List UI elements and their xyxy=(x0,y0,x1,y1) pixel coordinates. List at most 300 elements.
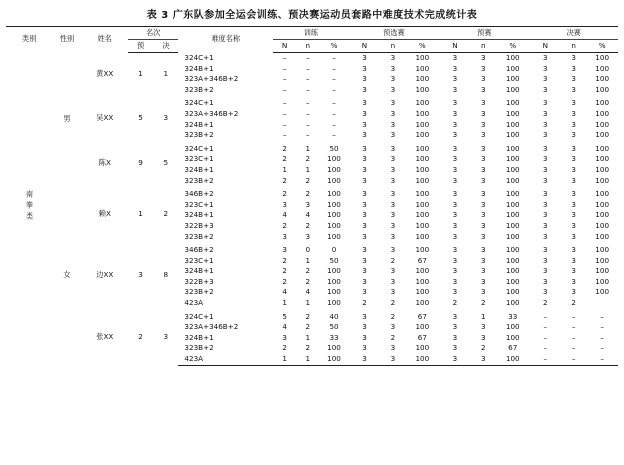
data-cell: 3 xyxy=(543,245,548,255)
data-cell: 1 xyxy=(305,255,311,265)
data-cell: 100 xyxy=(415,98,430,108)
data-cell: 3 xyxy=(481,287,486,297)
data-cell: 3 xyxy=(362,332,367,342)
data-cell: 3 xyxy=(362,343,367,353)
data-cell: 3 xyxy=(543,287,548,297)
data-cell: 100 xyxy=(415,210,430,220)
data-cell: 50 xyxy=(329,255,339,265)
header-n: n xyxy=(471,40,496,53)
data-cell: 100 xyxy=(505,276,520,286)
header-n: n xyxy=(380,40,405,53)
data-cell: 3 xyxy=(282,245,287,255)
header-category: 类别 xyxy=(6,27,52,53)
header-N: N xyxy=(439,40,471,53)
data-cell: 0 xyxy=(305,245,311,255)
data-cell: 3 xyxy=(362,231,367,241)
data-cell: 100 xyxy=(505,154,520,164)
technique-cell: 423A xyxy=(178,354,273,365)
data-cell: 3 xyxy=(362,175,367,185)
data-cell: 3 xyxy=(362,255,367,265)
technique-cell: 323B+2 xyxy=(184,84,214,94)
data-cell: 3 xyxy=(452,164,458,174)
data-cell: 67 xyxy=(417,311,427,321)
header-rank-pre: 预 xyxy=(128,40,153,53)
data-cell: 3 xyxy=(390,130,396,140)
technique-cell: 323C+1 xyxy=(184,255,214,265)
data-cell: 3 xyxy=(543,53,548,62)
stats-table xyxy=(6,26,618,366)
header-final: 决赛 xyxy=(530,27,618,40)
data-cell: 3 xyxy=(390,210,396,220)
data-cell: 2 xyxy=(282,189,287,199)
data-cell: 4 xyxy=(305,287,311,297)
data-cell: 100 xyxy=(505,255,520,265)
data-cell: 100 xyxy=(595,189,610,199)
athlete-name: 张XX xyxy=(96,331,114,341)
data-cell: 100 xyxy=(505,108,520,118)
data-cell: – xyxy=(332,108,336,118)
data-cell: 100 xyxy=(415,119,430,129)
data-cell: 100 xyxy=(505,84,520,94)
data-cell: 3 xyxy=(571,164,576,174)
data-cell: 3 xyxy=(452,276,458,286)
data-cell: 3 xyxy=(481,266,486,276)
rank-final: 8 xyxy=(163,270,169,280)
data-cell: 100 xyxy=(327,154,341,164)
data-cell: – xyxy=(332,84,336,94)
data-cell: 100 xyxy=(505,63,520,73)
data-cell: 3 xyxy=(452,74,458,84)
data-cell: 100 xyxy=(595,53,610,62)
data-cell: 3 xyxy=(390,84,396,94)
athlete-name: 赖X xyxy=(98,208,111,218)
data-cell: 100 xyxy=(415,287,430,297)
data-cell: 3 xyxy=(362,143,367,153)
data-cell: 3 xyxy=(439,354,471,365)
data-cell: 2 xyxy=(390,298,396,308)
data-cell: 3 xyxy=(571,199,576,209)
technique-cell: 323A+346B+2 xyxy=(184,74,239,84)
data-cell: – xyxy=(543,311,548,321)
data-cell: 3 xyxy=(571,276,576,286)
data-cell: 3 xyxy=(390,322,396,332)
data-cell: 100 xyxy=(415,154,430,164)
data-cell: 3 xyxy=(481,276,486,286)
data-cell: 3 xyxy=(481,130,486,140)
data-cell: 100 xyxy=(415,130,430,140)
data-cell: 100 xyxy=(415,199,430,209)
data-cell: 3 xyxy=(362,287,367,297)
data-cell: 3 xyxy=(571,255,576,265)
data-cell: – xyxy=(305,74,310,84)
data-cell: 3 xyxy=(543,266,548,276)
data-cell: 1 xyxy=(305,164,311,174)
data-cell: 2 xyxy=(282,255,287,265)
data-cell: 3 xyxy=(571,189,576,199)
data-cell: 100 xyxy=(505,130,520,140)
data-cell: 100 xyxy=(595,175,610,185)
data-cell: – xyxy=(332,119,336,129)
data-cell: – xyxy=(571,332,576,342)
data-cell: 3 xyxy=(362,189,367,199)
data-cell: – xyxy=(600,343,604,353)
data-cell: 3 xyxy=(362,63,367,73)
header-technique: 难度名称 xyxy=(178,27,273,53)
data-cell: 2 xyxy=(282,220,287,230)
data-cell: 3 xyxy=(571,74,576,84)
data-cell: 100 xyxy=(415,220,430,230)
data-cell: – xyxy=(282,98,287,108)
data-cell: – xyxy=(332,63,336,73)
data-cell: 100 xyxy=(595,220,610,230)
data-cell: 3 xyxy=(543,154,548,164)
header-n: n xyxy=(296,40,319,53)
data-cell: 0 xyxy=(331,245,337,255)
data-cell: 100 xyxy=(505,332,520,342)
data-cell: 100 xyxy=(595,287,610,297)
data-cell: 3 xyxy=(380,354,405,365)
data-cell: – xyxy=(543,332,548,342)
data-cell: 3 xyxy=(362,220,367,230)
technique-cell: 324B+1 xyxy=(184,332,214,342)
data-cell: 3 xyxy=(452,130,458,140)
data-cell: 100 xyxy=(505,287,520,297)
rank-final: 5 xyxy=(163,158,169,168)
data-cell: 3 xyxy=(390,98,396,108)
data-cell: 3 xyxy=(543,220,548,230)
data-cell: 3 xyxy=(481,199,486,209)
data-cell: 100 xyxy=(415,276,430,286)
data-cell: 3 xyxy=(571,119,576,129)
data-cell: 100 xyxy=(505,199,520,209)
data-cell: 3 xyxy=(543,276,548,286)
data-cell: 2 xyxy=(452,298,458,308)
data-cell: 3 xyxy=(362,266,367,276)
technique-cell: 423A xyxy=(184,298,204,308)
data-cell: 100 xyxy=(415,189,430,199)
data-cell: 100 xyxy=(327,231,341,241)
header-rank-final: 决 xyxy=(153,40,178,53)
data-cell: 3 xyxy=(282,231,287,241)
data-cell: 2 xyxy=(282,154,287,164)
table-row xyxy=(6,53,618,64)
data-cell: 100 xyxy=(415,245,430,255)
data-cell: 3 xyxy=(571,266,576,276)
table-row xyxy=(6,242,618,256)
technique-cell: 324B+1 xyxy=(184,266,214,276)
athlete-name: 黄XX xyxy=(96,68,114,78)
data-cell: 3 xyxy=(362,164,367,174)
data-cell: 3 xyxy=(543,84,548,94)
data-cell: 3 xyxy=(452,231,458,241)
data-cell: 3 xyxy=(452,255,458,265)
data-cell: 4 xyxy=(282,287,287,297)
data-cell: 3 xyxy=(362,98,367,108)
data-cell: – xyxy=(305,98,310,108)
data-cell: 100 xyxy=(595,164,610,174)
data-cell: 3 xyxy=(571,210,576,220)
data-cell: 3 xyxy=(571,220,576,230)
rank-pre: 1 xyxy=(138,208,143,218)
data-cell: 3 xyxy=(390,175,396,185)
data-cell: 40 xyxy=(329,311,339,321)
data-cell: 100 xyxy=(505,298,520,308)
technique-cell: 323A+346B+2 xyxy=(184,322,239,332)
header-pct: % xyxy=(319,40,348,53)
header-gender: 性别 xyxy=(52,27,81,53)
data-cell: 100 xyxy=(595,245,610,255)
data-cell: 100 xyxy=(595,98,610,108)
data-cell: 3 xyxy=(481,98,486,108)
table-row xyxy=(6,141,618,155)
data-cell: 3 xyxy=(481,53,486,62)
data-cell: 33 xyxy=(508,311,518,321)
data-cell: 3 xyxy=(390,343,396,353)
data-cell: 100 xyxy=(505,266,520,276)
data-cell: 3 xyxy=(481,143,486,153)
data-cell: 3 xyxy=(571,287,576,297)
header-preselection: 预选赛 xyxy=(349,27,439,40)
data-cell: 3 xyxy=(543,130,548,140)
data-cell: 3 xyxy=(481,164,486,174)
data-cell: 100 xyxy=(595,276,610,286)
data-cell: 33 xyxy=(329,332,339,342)
header-N: N xyxy=(530,40,562,53)
data-cell: 100 xyxy=(505,175,520,185)
header-pct: % xyxy=(406,40,440,53)
data-cell: 100 xyxy=(415,266,430,276)
data-cell: – xyxy=(305,108,310,118)
header-name: 姓名 xyxy=(82,27,128,53)
data-cell: – xyxy=(571,343,576,353)
technique-cell: 323B+2 xyxy=(184,231,214,241)
data-cell: 100 xyxy=(505,322,520,332)
data-cell xyxy=(586,298,618,309)
data-cell: 4 xyxy=(305,210,311,220)
data-cell: 50 xyxy=(329,143,339,153)
technique-cell: 323B+2 xyxy=(184,130,214,140)
data-cell: 3 xyxy=(452,210,458,220)
technique-cell: 323B+2 xyxy=(184,343,214,353)
data-cell: 3 xyxy=(543,108,548,118)
data-cell: – xyxy=(571,322,576,332)
technique-cell: 323C+1 xyxy=(184,199,214,209)
technique-cell: 324C+1 xyxy=(184,143,214,153)
data-cell: 3 xyxy=(362,84,367,94)
data-cell: 100 xyxy=(327,210,341,220)
data-cell: 3 xyxy=(282,199,287,209)
data-cell: 1 xyxy=(282,164,287,174)
data-cell: 100 xyxy=(595,63,610,73)
data-cell: 1 xyxy=(282,298,287,308)
data-cell: 67 xyxy=(417,255,427,265)
data-cell: 2 xyxy=(362,298,367,308)
data-cell: 4 xyxy=(282,210,287,220)
header-training: 训练 xyxy=(273,27,349,40)
data-cell: 3 xyxy=(390,245,396,255)
technique-cell: 324C+1 xyxy=(184,98,214,108)
technique-cell: 324B+1 xyxy=(184,63,214,73)
data-cell: – xyxy=(282,74,287,84)
data-cell: 3 xyxy=(543,210,548,220)
data-cell: 2 xyxy=(305,175,311,185)
data-cell: 100 xyxy=(327,164,341,174)
data-cell: 100 xyxy=(505,143,520,153)
data-cell: 1 xyxy=(305,298,311,308)
data-cell: 3 xyxy=(543,231,548,241)
data-cell: 3 xyxy=(362,322,367,332)
data-cell: 100 xyxy=(505,119,520,129)
data-cell: 100 xyxy=(505,164,520,174)
data-cell: 3 xyxy=(481,210,486,220)
data-cell: 3 xyxy=(452,108,458,118)
data-cell: 2 xyxy=(305,266,311,276)
data-cell: 3 xyxy=(362,53,367,62)
data-cell: 2 xyxy=(481,298,486,308)
data-cell: 3 xyxy=(543,98,548,108)
data-cell: – xyxy=(586,354,618,365)
data-cell: 3 xyxy=(571,143,576,153)
athlete-name: 吴XX xyxy=(96,112,114,122)
data-cell: 100 xyxy=(595,130,610,140)
data-cell: 100 xyxy=(319,354,348,365)
data-cell: 3 xyxy=(543,63,548,73)
data-cell: 3 xyxy=(390,231,396,241)
rank-pre: 2 xyxy=(138,331,143,341)
data-cell: 3 xyxy=(390,108,396,118)
category-cell xyxy=(6,53,52,366)
data-cell: 3 xyxy=(452,63,458,73)
data-cell: 100 xyxy=(505,74,520,84)
data-cell: 67 xyxy=(508,343,518,353)
data-cell: 3 xyxy=(282,332,287,342)
data-cell: – xyxy=(600,311,604,321)
data-cell: 2 xyxy=(390,332,396,342)
data-cell: 3 xyxy=(571,245,576,255)
table-body xyxy=(6,53,618,366)
data-cell: 100 xyxy=(505,245,520,255)
data-cell: 100 xyxy=(327,343,341,353)
data-cell: 2 xyxy=(390,255,396,265)
data-cell: 100 xyxy=(415,298,430,308)
data-cell: 3 xyxy=(481,154,486,164)
data-cell: 3 xyxy=(471,354,496,365)
data-cell: 3 xyxy=(571,154,576,164)
data-cell: – xyxy=(332,130,336,140)
rank-pre: 1 xyxy=(138,68,143,78)
data-cell: 3 xyxy=(349,354,381,365)
data-cell: 3 xyxy=(481,255,486,265)
data-cell: – xyxy=(332,98,336,108)
data-cell: 3 xyxy=(481,119,486,129)
technique-cell: 323B+2 xyxy=(184,287,214,297)
header-N: N xyxy=(273,40,296,53)
data-cell: 3 xyxy=(452,266,458,276)
data-cell: 3 xyxy=(452,154,458,164)
data-cell: 100 xyxy=(415,231,430,241)
data-cell: 4 xyxy=(282,322,287,332)
data-cell: 100 xyxy=(595,108,610,118)
data-cell: – xyxy=(600,332,604,342)
technique-cell: 324B+1 xyxy=(184,164,214,174)
data-cell: 2 xyxy=(282,343,287,353)
data-cell: 100 xyxy=(595,231,610,241)
athlete-name: 边XX xyxy=(96,270,114,280)
data-cell: 3 xyxy=(481,231,486,241)
data-cell: 5 xyxy=(282,311,287,321)
data-cell: 3 xyxy=(362,154,367,164)
data-cell: 3 xyxy=(305,199,311,209)
data-cell: 2 xyxy=(305,189,311,199)
data-cell: 3 xyxy=(452,189,458,199)
data-cell: 3 xyxy=(362,119,367,129)
data-cell: 100 xyxy=(595,199,610,209)
gender-cell-male: 男 xyxy=(63,114,71,124)
data-cell: 3 xyxy=(543,189,548,199)
data-cell: 100 xyxy=(415,53,430,62)
data-cell: 100 xyxy=(415,63,430,73)
data-cell: 1 xyxy=(481,311,486,321)
table-row xyxy=(6,95,618,109)
data-cell: 2 xyxy=(390,311,396,321)
data-cell: – xyxy=(305,84,310,94)
data-cell: 3 xyxy=(390,287,396,297)
data-cell: 100 xyxy=(595,143,610,153)
data-cell: 3 xyxy=(452,343,458,353)
data-cell: 3 xyxy=(452,53,458,62)
data-cell: 67 xyxy=(417,332,427,342)
data-cell: 3 xyxy=(481,108,486,118)
data-cell: 3 xyxy=(543,74,548,84)
data-cell: 100 xyxy=(415,164,430,174)
data-cell: 2 xyxy=(305,154,311,164)
data-cell: 3 xyxy=(390,276,396,286)
data-cell: 2 xyxy=(571,298,576,308)
table-row xyxy=(6,186,618,200)
data-cell: 2 xyxy=(305,311,311,321)
data-cell: 3 xyxy=(481,332,486,342)
technique-cell: 323B+2 xyxy=(184,175,214,185)
data-cell: – xyxy=(530,354,562,365)
data-cell: 100 xyxy=(595,154,610,164)
data-cell: 100 xyxy=(505,189,520,199)
data-cell: 2 xyxy=(305,322,311,332)
data-cell: 3 xyxy=(543,119,548,129)
data-cell: – xyxy=(305,119,310,129)
technique-cell: 324C+1 xyxy=(184,52,214,62)
technique-cell: 324B+1 xyxy=(184,119,214,129)
data-cell: 3 xyxy=(481,74,486,84)
technique-cell: 324C+1 xyxy=(184,311,214,321)
data-cell: 3 xyxy=(481,220,486,230)
header-N: N xyxy=(349,40,381,53)
data-cell: 3 xyxy=(481,84,486,94)
rank-pre: 5 xyxy=(138,112,143,122)
data-cell: 100 xyxy=(327,189,341,199)
data-cell: 3 xyxy=(481,189,486,199)
category-label: 南拳类 xyxy=(25,190,35,224)
technique-cell: 323A+346B+2 xyxy=(184,108,239,118)
data-cell: – xyxy=(543,322,548,332)
data-cell: 100 xyxy=(496,354,530,365)
rank-pre: 9 xyxy=(138,158,143,168)
header-row-1 xyxy=(6,27,618,40)
data-cell: 3 xyxy=(452,98,458,108)
data-cell: 3 xyxy=(543,143,548,153)
data-cell: 3 xyxy=(452,84,458,94)
table-row xyxy=(6,309,618,323)
rank-pre: 3 xyxy=(138,270,143,280)
